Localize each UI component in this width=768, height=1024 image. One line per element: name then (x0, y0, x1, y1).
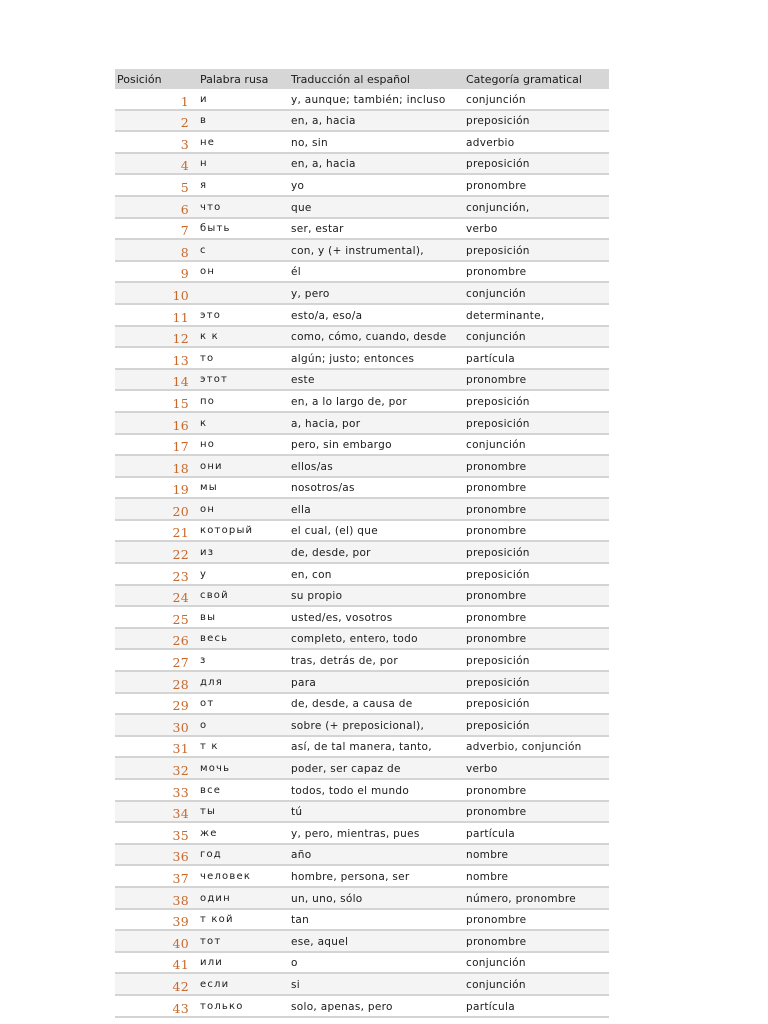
position-cell: 27 (115, 649, 194, 671)
grammatical-category-cell: partícula (460, 822, 609, 844)
russian-word-cell: свой (194, 585, 285, 607)
spanish-translation-cell: y, pero, mientras, pues (285, 822, 460, 844)
spanish-translation-cell: en, a, hacia (285, 153, 460, 175)
table-row (115, 714, 609, 736)
grammatical-category-cell: verbo (460, 757, 609, 779)
header-position: Posición (115, 69, 194, 89)
position-cell: 39 (115, 909, 194, 931)
spanish-translation-cell: en, a, hacia (285, 110, 460, 132)
russian-word-cell (194, 282, 285, 304)
table-row (115, 477, 609, 499)
position-cell: 2 (115, 110, 194, 132)
russian-word-cell: для (194, 671, 285, 693)
russian-word-cell: все (194, 779, 285, 801)
position-cell: 4 (115, 153, 194, 175)
spanish-translation-cell: sobre (+ preposicional), (285, 714, 460, 736)
table-header (115, 69, 609, 89)
position-cell: 16 (115, 412, 194, 434)
grammatical-category-cell: preposición (460, 714, 609, 736)
spanish-translation-cell: y, aunque; también; incluso (285, 89, 460, 110)
grammatical-category-cell: preposición (460, 693, 609, 715)
russian-word-cell: они (194, 455, 285, 477)
grammatical-category-cell: pronombre (460, 477, 609, 499)
table-row (115, 282, 609, 304)
grammatical-category-cell: nombre (460, 844, 609, 866)
russian-word-cell: человек (194, 865, 285, 887)
table-row (115, 520, 609, 542)
position-cell: 37 (115, 865, 194, 887)
russian-word-cell: т к (194, 736, 285, 758)
grammatical-category-cell: pronombre (460, 174, 609, 196)
grammatical-category-cell: conjunción (460, 973, 609, 995)
russian-word-cell: я (194, 174, 285, 196)
russian-word-cell: быть (194, 218, 285, 240)
position-cell: 35 (115, 822, 194, 844)
table-row (115, 671, 609, 693)
position-cell: 36 (115, 844, 194, 866)
spanish-translation-cell: así, de tal manera, tanto, (285, 736, 460, 758)
table-row (115, 736, 609, 758)
position-cell: 9 (115, 261, 194, 283)
table-row (115, 347, 609, 369)
grammatical-category-cell: verbo (460, 218, 609, 240)
table-row (115, 606, 609, 628)
spanish-translation-cell: todos, todo el mundo (285, 779, 460, 801)
russian-word-cell: он (194, 261, 285, 283)
table-row (115, 412, 609, 434)
position-cell: 38 (115, 887, 194, 909)
spanish-translation-cell: que (285, 196, 460, 218)
table-row (115, 434, 609, 456)
table-row (115, 865, 609, 887)
spanish-translation-cell: completo, entero, todo (285, 628, 460, 650)
spanish-translation-cell: tú (285, 801, 460, 823)
russian-word-cell: от (194, 693, 285, 715)
table-row (115, 541, 609, 563)
table-row (115, 239, 609, 261)
grammatical-category-cell: preposición (460, 541, 609, 563)
table-row (115, 995, 609, 1017)
table-row (115, 174, 609, 196)
grammatical-category-cell: preposición (460, 153, 609, 175)
table-body (115, 89, 609, 1017)
spanish-translation-cell: solo, apenas, pero (285, 995, 460, 1017)
russian-word-cell: этот (194, 369, 285, 391)
table-row (115, 326, 609, 348)
spanish-translation-cell: poder, ser capaz de (285, 757, 460, 779)
russian-word-cell: з (194, 649, 285, 671)
russian-word-cell: вы (194, 606, 285, 628)
grammatical-category-cell: adverbio, conjunción (460, 736, 609, 758)
table-row (115, 930, 609, 952)
spanish-translation-cell: nosotros/as (285, 477, 460, 499)
russian-word-cell: у (194, 563, 285, 585)
header-spanish-translation: Traducción al español (285, 69, 460, 89)
grammatical-category-cell: nombre (460, 865, 609, 887)
table-row (115, 131, 609, 153)
russian-word-cell: один (194, 887, 285, 909)
grammatical-category-cell: pronombre (460, 520, 609, 542)
russian-word-cell: то (194, 347, 285, 369)
russian-word-cell: который (194, 520, 285, 542)
grammatical-category-cell: pronombre (460, 455, 609, 477)
position-cell: 1 (115, 89, 194, 110)
russian-word-cell: это (194, 304, 285, 326)
table-row (115, 498, 609, 520)
grammatical-category-cell: preposición (460, 412, 609, 434)
grammatical-category-cell: conjunción (460, 952, 609, 974)
grammatical-category-cell: conjunción (460, 434, 609, 456)
position-cell: 6 (115, 196, 194, 218)
russian-word-cell: мочь (194, 757, 285, 779)
position-cell: 29 (115, 693, 194, 715)
grammatical-category-cell: adverbio (460, 131, 609, 153)
spanish-translation-cell: yo (285, 174, 460, 196)
russian-word-cell: н (194, 153, 285, 175)
grammatical-category-cell: pronombre (460, 261, 609, 283)
grammatical-category-cell: preposición (460, 110, 609, 132)
position-cell: 7 (115, 218, 194, 240)
russian-word-cell: в (194, 110, 285, 132)
russian-word-cell: тот (194, 930, 285, 952)
grammatical-category-cell: determinante, (460, 304, 609, 326)
grammatical-category-cell: partícula (460, 995, 609, 1017)
table-row (115, 909, 609, 931)
header-row (115, 69, 609, 89)
spanish-translation-cell: pero, sin embargo (285, 434, 460, 456)
spanish-translation-cell: ella (285, 498, 460, 520)
position-cell: 34 (115, 801, 194, 823)
table-row (115, 369, 609, 391)
grammatical-category-cell: pronombre (460, 801, 609, 823)
position-cell: 21 (115, 520, 194, 542)
russian-word-cell: что (194, 196, 285, 218)
word-frequency-sheet (115, 69, 609, 1018)
position-cell: 30 (115, 714, 194, 736)
table-row (115, 801, 609, 823)
spanish-translation-cell: no, sin (285, 131, 460, 153)
position-cell: 19 (115, 477, 194, 499)
position-cell: 8 (115, 239, 194, 261)
russian-word-cell: если (194, 973, 285, 995)
table-row (115, 218, 609, 240)
position-cell: 15 (115, 390, 194, 412)
spanish-translation-cell: para (285, 671, 460, 693)
russian-word-cell: и (194, 89, 285, 110)
spanish-translation-cell: su propio (285, 585, 460, 607)
table-row (115, 455, 609, 477)
grammatical-category-cell: pronombre (460, 779, 609, 801)
spanish-translation-cell: algún; justo; entonces (285, 347, 460, 369)
word-table (115, 69, 609, 1018)
russian-word-cell: о (194, 714, 285, 736)
spanish-translation-cell: año (285, 844, 460, 866)
grammatical-category-cell: partícula (460, 347, 609, 369)
table-row (115, 757, 609, 779)
spanish-translation-cell: tras, detrás de, por (285, 649, 460, 671)
russian-word-cell: но (194, 434, 285, 456)
spanish-translation-cell: ser, estar (285, 218, 460, 240)
spanish-translation-cell: en, a lo largo de, por (285, 390, 460, 412)
spanish-translation-cell: tan (285, 909, 460, 931)
position-cell: 25 (115, 606, 194, 628)
position-cell: 17 (115, 434, 194, 456)
position-cell: 10 (115, 282, 194, 304)
grammatical-category-cell: preposición (460, 649, 609, 671)
spanish-translation-cell: esto/a, eso/a (285, 304, 460, 326)
table-row (115, 196, 609, 218)
table-row (115, 390, 609, 412)
spanish-translation-cell: este (285, 369, 460, 391)
table-row (115, 693, 609, 715)
table-row (115, 649, 609, 671)
position-cell: 13 (115, 347, 194, 369)
position-cell: 22 (115, 541, 194, 563)
spanish-translation-cell: usted/es, vosotros (285, 606, 460, 628)
grammatical-category-cell: pronombre (460, 909, 609, 931)
position-cell: 33 (115, 779, 194, 801)
spanish-translation-cell: de, desde, a causa de (285, 693, 460, 715)
position-cell: 24 (115, 585, 194, 607)
table-row (115, 887, 609, 909)
grammatical-category-cell: pronombre (460, 585, 609, 607)
grammatical-category-cell: preposición (460, 563, 609, 585)
grammatical-category-cell: pronombre (460, 369, 609, 391)
position-cell: 20 (115, 498, 194, 520)
position-cell: 14 (115, 369, 194, 391)
grammatical-category-cell: pronombre (460, 628, 609, 650)
position-cell: 32 (115, 757, 194, 779)
spanish-translation-cell: con, y (+ instrumental), (285, 239, 460, 261)
russian-word-cell: весь (194, 628, 285, 650)
table-row (115, 153, 609, 175)
position-cell: 23 (115, 563, 194, 585)
spanish-translation-cell: en, con (285, 563, 460, 585)
russian-word-cell: год (194, 844, 285, 866)
spanish-translation-cell: o (285, 952, 460, 974)
grammatical-category-cell: conjunción (460, 326, 609, 348)
header-russian-word: Palabra rusa (194, 69, 285, 89)
spanish-translation-cell: y, pero (285, 282, 460, 304)
grammatical-category-cell: preposición (460, 239, 609, 261)
table-row (115, 628, 609, 650)
table-row (115, 89, 609, 110)
position-cell: 28 (115, 671, 194, 693)
spanish-translation-cell: a, hacia, por (285, 412, 460, 434)
spanish-translation-cell: ese, aquel (285, 930, 460, 952)
table-row (115, 952, 609, 974)
russian-word-cell: же (194, 822, 285, 844)
russian-word-cell: только (194, 995, 285, 1017)
russian-word-cell: из (194, 541, 285, 563)
grammatical-category-cell: conjunción (460, 282, 609, 304)
position-cell: 3 (115, 131, 194, 153)
table-row (115, 779, 609, 801)
spanish-translation-cell: hombre, persona, ser (285, 865, 460, 887)
table-row (115, 822, 609, 844)
table-row (115, 844, 609, 866)
grammatical-category-cell: conjunción (460, 89, 609, 110)
russian-word-cell: он (194, 498, 285, 520)
position-cell: 42 (115, 973, 194, 995)
position-cell: 31 (115, 736, 194, 758)
spanish-translation-cell: el cual, (el) que (285, 520, 460, 542)
position-cell: 41 (115, 952, 194, 974)
table-row (115, 585, 609, 607)
russian-word-cell: ты (194, 801, 285, 823)
spanish-translation-cell: él (285, 261, 460, 283)
grammatical-category-cell: preposición (460, 671, 609, 693)
position-cell: 5 (115, 174, 194, 196)
grammatical-category-cell: pronombre (460, 606, 609, 628)
position-cell: 12 (115, 326, 194, 348)
russian-word-cell: с (194, 239, 285, 261)
grammatical-category-cell: número, pronombre (460, 887, 609, 909)
grammatical-category-cell: pronombre (460, 498, 609, 520)
table-row (115, 261, 609, 283)
table-row (115, 563, 609, 585)
russian-word-cell: мы (194, 477, 285, 499)
russian-word-cell: не (194, 131, 285, 153)
grammatical-category-cell: conjunción, (460, 196, 609, 218)
table-row (115, 973, 609, 995)
spanish-translation-cell: ellos/as (285, 455, 460, 477)
spanish-translation-cell: como, cómo, cuando, desde (285, 326, 460, 348)
table-row (115, 304, 609, 326)
position-cell: 43 (115, 995, 194, 1017)
russian-word-cell: т кой (194, 909, 285, 931)
position-cell: 40 (115, 930, 194, 952)
russian-word-cell: к (194, 412, 285, 434)
position-cell: 11 (115, 304, 194, 326)
grammatical-category-cell: pronombre (460, 930, 609, 952)
spanish-translation-cell: si (285, 973, 460, 995)
russian-word-cell: или (194, 952, 285, 974)
position-cell: 26 (115, 628, 194, 650)
spanish-translation-cell: de, desde, por (285, 541, 460, 563)
grammatical-category-cell: preposición (460, 390, 609, 412)
position-cell: 18 (115, 455, 194, 477)
russian-word-cell: по (194, 390, 285, 412)
spanish-translation-cell: un, uno, sólo (285, 887, 460, 909)
header-grammatical-category: Categoría gramatical (460, 69, 609, 89)
table-row (115, 110, 609, 132)
russian-word-cell: к к (194, 326, 285, 348)
